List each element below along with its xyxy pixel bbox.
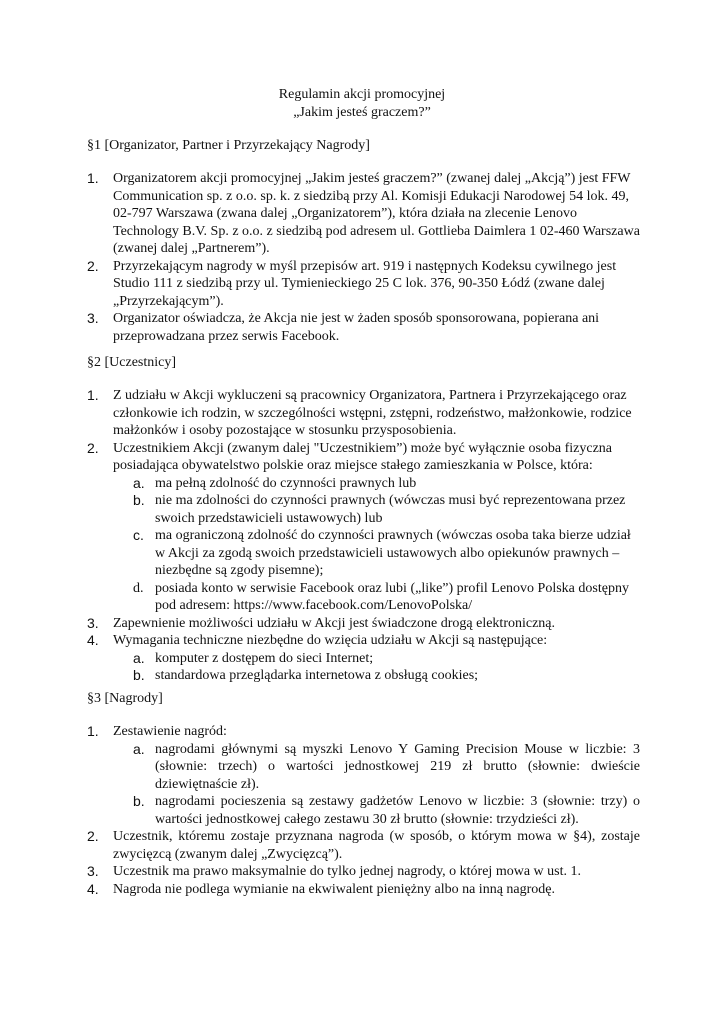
item-number: 4. <box>87 880 99 897</box>
sub-list <box>113 741 640 829</box>
sub-list-item <box>113 793 640 828</box>
sub-list-item <box>113 475 640 493</box>
item-text: Nagroda nie podlega wymianie na ekwiwalent pieniężny albo na inną nagrodę. <box>113 881 556 897</box>
sub-item-letter: c. <box>133 527 144 543</box>
section-1-heading: §1 [Organizator, Partner i Przyrzekający Nagrody] <box>87 138 370 153</box>
list-item <box>87 863 640 881</box>
sub-item-letter: a. <box>133 649 145 666</box>
sub-item-letter: a. <box>133 474 145 491</box>
section-3-list <box>87 723 640 898</box>
sub-item-text: ma ograniczoną zdolność do czynności prawnych (wówczas osoba taka bierze udział w Akcji za zgodą swoich przedstawicieli ustawowych albo opiekunów prawnych – niezbędne są zgody pisemne); <box>155 528 631 578</box>
sub-item-text: nagrodami pocieszenia są zestawy gadżetów Lenovo w liczbie: 3 (słownie: trzy) o wartości jednostkowej całego zestawu 30 zł brutto (słownie: trzydzieści zł). <box>155 794 640 827</box>
sub-list-item <box>113 580 640 615</box>
sub-item-text: standardowa przeglądarka internetowa z obsługą cookies; <box>155 668 479 683</box>
sub-list <box>113 650 640 685</box>
sub-item-text: nie ma zdolności do czynności prawnych (wówczas musi być reprezentowana przez swoich przedstawicieli ustawowych) lub <box>155 493 626 526</box>
item-number: 4. <box>87 632 99 648</box>
sub-list-item <box>113 741 640 794</box>
sub-item-letter: b. <box>133 667 145 683</box>
list-item <box>87 828 640 863</box>
item-text: Uczestnik ma prawo maksymalnie do tylko jednej nagrody, o której mowa w ust. 1. <box>113 864 581 879</box>
list-item <box>87 723 640 828</box>
item-number: 1. <box>87 387 99 403</box>
sub-list-item <box>113 527 640 580</box>
list-item <box>87 881 640 899</box>
sub-item-text: posiada konto w serwisie Facebook oraz lubi („like”) profil Lenovo Polska dostępny pod adresem: https://www.facebook.com/LenovoPolska/ <box>155 580 629 613</box>
list-item <box>87 387 640 440</box>
item-text: Przyrzekającym nagrody w myśl przepisów art. 919 i następnych Kodeksu cywilnego jest Studio 111 z siedzibą przy ul. Tymienieckiego 25 C lok. 376, 90-350 Łódź (zwane dalej „Przyrzekającym”). <box>113 258 617 309</box>
list-item <box>87 258 640 311</box>
sub-list-item <box>113 492 640 527</box>
section-2-heading: §2 [Uczestnicy] <box>87 355 177 370</box>
item-number: 3. <box>87 863 99 879</box>
item-number: 1. <box>87 170 99 186</box>
list-item <box>87 632 640 685</box>
list-item <box>87 440 640 615</box>
sub-list-item <box>113 667 640 685</box>
sub-item-letter: b. <box>133 793 145 809</box>
item-text: Uczestnik, któremu zostaje przyznana nagroda (w sposób, o którym mowa w §4), zostaje zwycięzcą (zwanym dalej „Zwycięzcą”). <box>113 829 640 862</box>
item-text: Organizatorem akcji promocyjnej „Jakim jesteś graczem?” (zwanej dalej „Akcją”) jest FFW Communication sp. z o.o. sp. k. z siedzibą przy Al. Komisji Edukacji Narodowej 54 lok. 49, 02-797 Warszawa (zwana dalej „Organizatorem”), która działa na zlecenie Lenovo Technology B.V. Sp. z o.o. z siedzibą pod adresem ul. Gottlieba Daimlera 1 02-460 Warszawa (zwanej dalej „Partnerem”). <box>113 171 640 256</box>
list-item <box>87 615 640 633</box>
item-number: 3. <box>87 614 99 631</box>
sub-item-letter: d. <box>133 580 144 596</box>
sub-item-text: ma pełną zdolność do czynności prawnych lub <box>155 475 417 491</box>
item-text: Z udziału w Akcji wykluczeni są pracownicy Organizatora, Partnera i Przyrzekającego oraz członkowie ich rodzin, w szczególności wstępni, zstępni, rodzeństwo, małżonkowie, rodzice małżonków i osoby pozostające w stosunku przysposobienia. <box>113 388 632 438</box>
item-text: Wymagania techniczne niezbędne do wzięcia udziału w Akcji są następujące: <box>113 633 548 648</box>
section-2-list <box>87 387 640 685</box>
sub-list <box>113 475 640 615</box>
item-number: 2. <box>87 257 99 274</box>
section-1-list <box>87 170 640 345</box>
sub-list-item <box>113 650 640 668</box>
section-3-heading: §3 [Nagrody] <box>87 691 163 706</box>
item-number: 1. <box>87 723 99 739</box>
item-number: 2. <box>87 828 99 844</box>
document-title: Regulamin akcji promocyjnej <box>278 87 446 102</box>
item-text: Uczestnikiem Akcji (zwanym dalej "Uczestnikiem”) może być wyłącznie osoba fizyczna posiadająca obywatelstwo polskie oraz miejsce stałego zamieszkania w Polsce, która: <box>113 440 613 473</box>
sub-item-text: nagrodami głównymi są myszki Lenovo Y Gaming Precision Mouse w liczbie: 3 (słownie: trzech) o wartości jednostkowej 219 zł brutto (słownie: dwieście dziewiętnaście zł). <box>155 741 640 792</box>
item-number: 3. <box>87 310 99 326</box>
sub-item-letter: a. <box>133 740 145 757</box>
sub-item-text: komputer z dostępem do sieci Internet; <box>155 650 374 666</box>
document-subtitle: „Jakim jesteś graczem?” <box>293 105 431 120</box>
item-text: Zestawienie nagród: <box>113 724 227 739</box>
item-text: Organizator oświadcza, że Akcja nie jest w żaden sposób sponsorowana, popierana ani przeprowadzana przez serwis Facebook. <box>113 311 600 344</box>
item-text: Zapewnienie możliwości udziału w Akcji jest świadczone drogą elektroniczną. <box>113 615 556 631</box>
sub-item-letter: b. <box>133 492 145 508</box>
list-item <box>87 310 640 345</box>
list-item <box>87 170 640 258</box>
item-number: 2. <box>87 439 99 456</box>
